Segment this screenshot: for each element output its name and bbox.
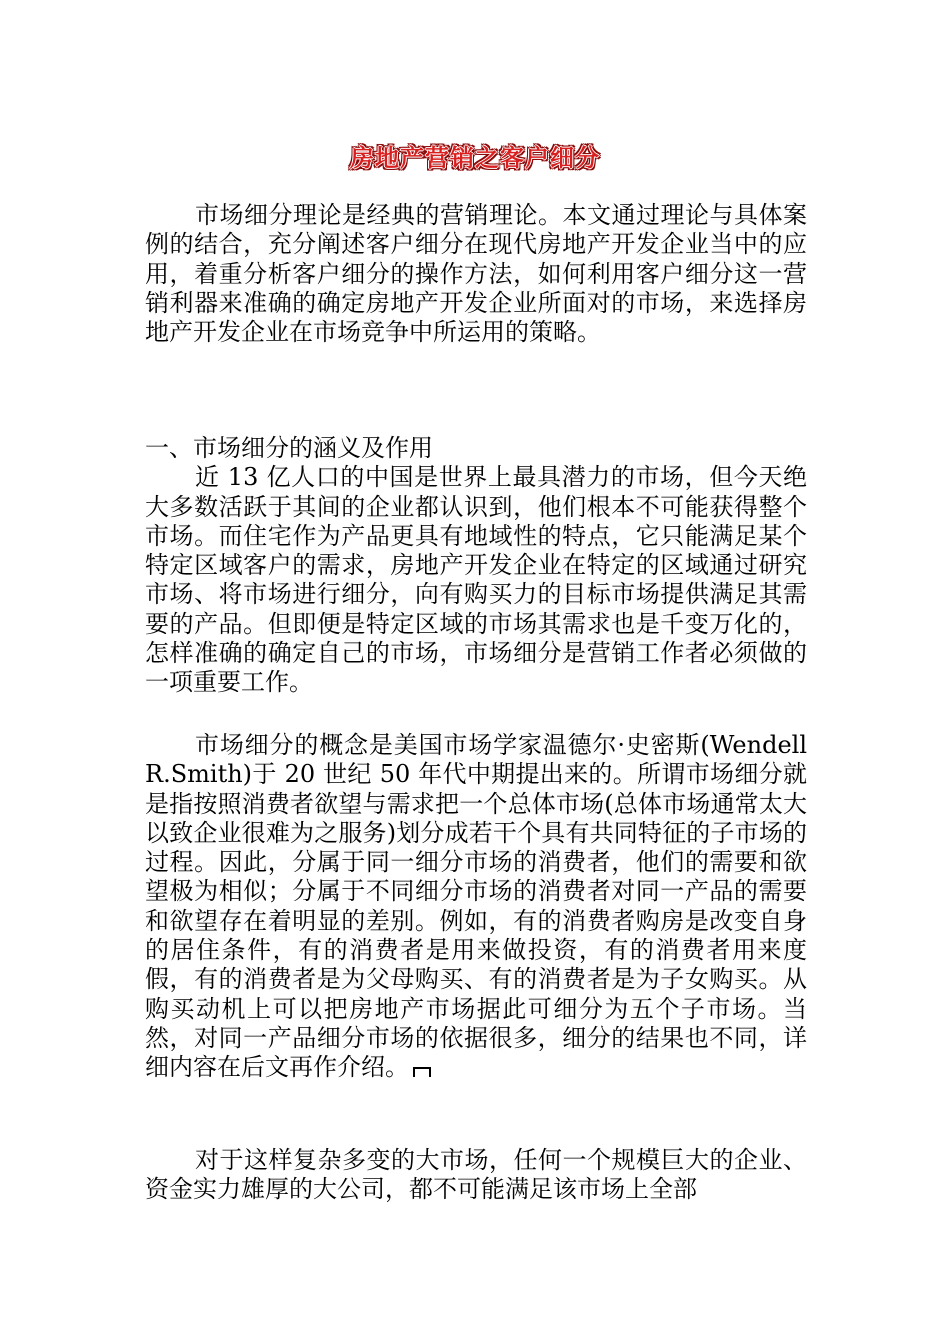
paragraph-end-mark-icon <box>413 1067 431 1077</box>
section-1-paragraph-3-block <box>145 1146 807 1205</box>
section-1-block <box>145 434 807 698</box>
document-title: 房地产营销之客户细分 <box>350 144 600 172</box>
section-1-paragraph-2-block <box>145 731 807 1083</box>
intro-paragraph-block <box>145 201 807 347</box>
intro-paragraph: 市场细分理论是经典的营销理论。本文通过理论与具体案例的结合，充分阐述客户细分在现代房地产开发企业当中的应用，着重分析客户细分的操作方法，如何利用客户细分这一营销利器来准确的确定房地产开发企业所面对的市场，来选择房地产开发企业在市场竞争中所运用的策略。 <box>145 201 807 347</box>
section-1-paragraph-3: 对于这样复杂多变的大市场，任何一个规模巨大的企业、资金实力雄厚的大公司，都不可能满足该市场上全部 <box>145 1146 807 1204</box>
section-1-paragraph-1: 近 13 亿人口的中国是世界上最具潜力的市场，但今天绝大多数活跃于其间的企业都认识到，他们根本不可能获得整个市场。而住宅作为产品更具有地域性的特点，它只能满足某个特定区域客户的需求，房地产开发企业在特定的区域通过研究市场、将市场进行细分，向有购买力的目标市场提供满足其需要的产品。但即便是特定区域的市场其需求也是千变万化的，怎样准确的确定自己的市场，市场细分是营销工作者必须做的一项重要工作。 <box>145 463 807 697</box>
section-1-paragraph-2: 市场细分的概念是美国市场学家温德尔·史密斯(Wendell R.Smith)于 20 世纪 50 年代中期提出来的。所谓市场细分就是指按照消费者欲望与需求把一个总体市场(总体市场通常太大以致企业很难为之服务)划分成若干个具有共同特征的子市场的过程。因此，分属于同一细分市场的消费者，他们的需要和欲望极为相似；分属于不同细分市场的消费者对同一产品的需要和欲望存在着明显的差别。例如，有的消费者购房是改变自身的居住条件，有的消费者是用来做投资，有的消费者用来度假，有的消费者是为父母购买、有的消费者是为子女购买。从购买动机上可以把房地产市场据此可细分为五个子市场。当然，对同一产品细分市场的依据很多，细分的结果也不同，详细内容在后文再作介绍。 <box>145 731 807 1082</box>
section-1-paragraph-2-wrapper <box>145 731 807 1083</box>
section-1-heading: 一、市场细分的涵义及作用 <box>145 434 433 462</box>
